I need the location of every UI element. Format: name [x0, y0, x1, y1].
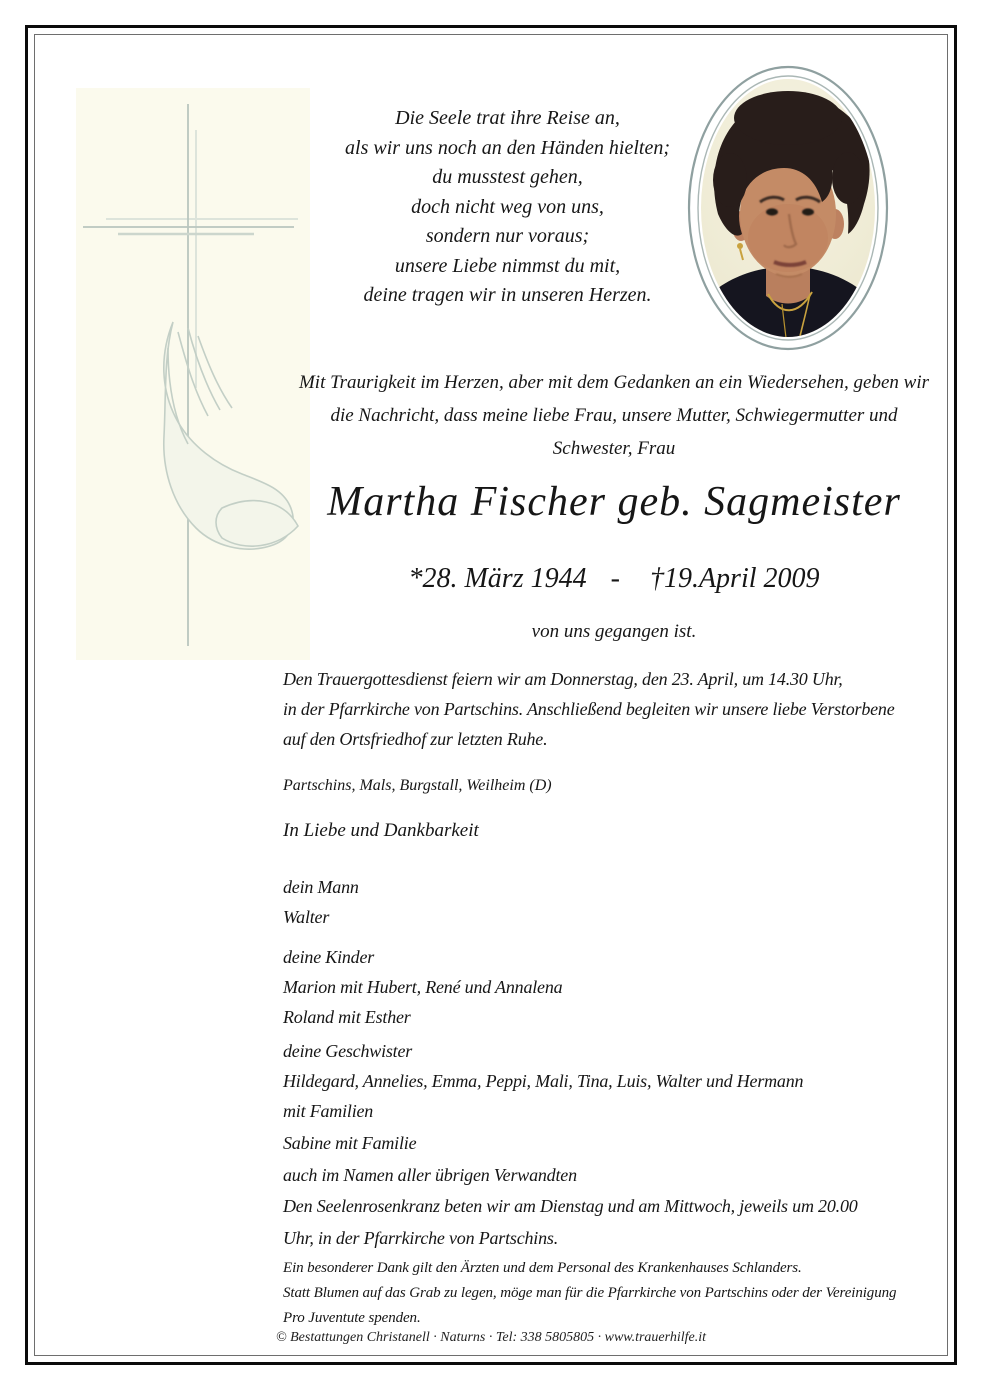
mourner-line: Roland mit Esther	[283, 1007, 411, 1027]
funeral-home-footer: © Bestattungen Christanell · Naturns · Tel: 338 5805805 · www.trauerhilfe.it	[275, 1330, 706, 1345]
thanks-line: Pro Juventute spenden.	[283, 1310, 421, 1326]
mourner-line: Sabine mit Familie	[283, 1133, 417, 1153]
poem-line: doch nicht weg von uns,	[411, 195, 604, 218]
mourner-line: Marion mit Hubert, René und Annalena	[283, 977, 563, 997]
funeral-service-info	[283, 664, 951, 754]
mourner-line: mit Familien	[283, 1101, 374, 1121]
mourner-group-husband	[283, 872, 359, 932]
cross-and-praying-hands-icon	[76, 88, 310, 660]
service-line: auf den Ortsfriedhof zur letzten Ruhe.	[283, 729, 548, 749]
mourner-line: Hildegard, Annelies, Emma, Peppi, Mali, Tina, Luis, Walter und Hermann	[283, 1071, 804, 1091]
mourner-group-sabine	[283, 1128, 416, 1158]
memorial-poem	[295, 104, 720, 311]
announcement-line: Schwester, Frau	[552, 438, 676, 459]
birth-date: *28. März 1944	[408, 563, 587, 594]
poem-line: sondern nur voraus;	[425, 225, 590, 247]
death-announcement	[283, 366, 945, 465]
watermark-panel	[76, 88, 310, 660]
poem-line: deine tragen wir in unseren Herzen.	[363, 284, 652, 306]
thanks-note	[283, 1256, 951, 1331]
service-line: Den Trauergottesdienst feiern wir am Donnerstag, den 23. April, um 14.30 Uhr,	[283, 669, 843, 689]
places-line: Partschins, Mals, Burgstall, Weilheim (D)	[283, 777, 552, 794]
deceased-name: Martha Fischer geb. Sagmeister	[327, 479, 901, 525]
poem-line: unsere Liebe nimmst du mit,	[394, 254, 621, 277]
mourner-group-children	[283, 942, 562, 1032]
mourner-line: auch im Namen aller übrigen Verwandten	[283, 1165, 577, 1185]
mourner-line: dein Mann	[283, 877, 359, 897]
rosary-line: Uhr, in der Pfarrkirche von Partschins.	[283, 1228, 559, 1248]
announcement-line: die Nachricht, dass meine liebe Frau, unsere Mutter, Schwiegermutter und	[330, 405, 898, 426]
gratitude-line: In Liebe und Dankbarkeit	[283, 820, 479, 841]
dates-separator: -	[610, 563, 620, 594]
service-line: in der Pfarrkirche von Partschins. Anschließend begleiten wir unsere liebe Verstorbene	[283, 699, 895, 719]
poem-line: du musstest gehen,	[432, 166, 583, 188]
praying-hands-icon	[164, 322, 298, 549]
life-dates	[283, 560, 945, 598]
announcement-line: Mit Traurigkeit im Herzen, aber mit dem Gedanken an ein Wiedersehen, geben wir	[298, 372, 930, 393]
poem-line: als wir uns noch an den Händen hielten;	[345, 136, 670, 159]
mourner-line: deine Kinder	[283, 947, 375, 967]
rosary-line: Den Seelenrosenkranz beten wir am Dienstag und am Mittwoch, jeweils um 20.00	[283, 1196, 858, 1216]
mourner-group-relatives	[283, 1160, 577, 1190]
thanks-line: Statt Blumen auf das Grab zu legen, möge man für die Pfarrkirche von Partschins oder der Vereinigung	[283, 1285, 897, 1301]
mourner-line: deine Geschwister	[283, 1041, 413, 1061]
passed-away-line: von uns gegangen ist.	[531, 621, 697, 642]
thanks-line: Ein besonderer Dank gilt den Ärzten und dem Personal des Krankenhauses Schlanders.	[283, 1260, 802, 1276]
mourner-group-siblings	[283, 1036, 803, 1126]
rosary-info	[283, 1190, 951, 1254]
death-date: †19.April 2009	[649, 563, 820, 594]
mourner-line: Walter	[283, 907, 330, 927]
poem-line: Die Seele trat ihre Reise an,	[395, 107, 620, 129]
